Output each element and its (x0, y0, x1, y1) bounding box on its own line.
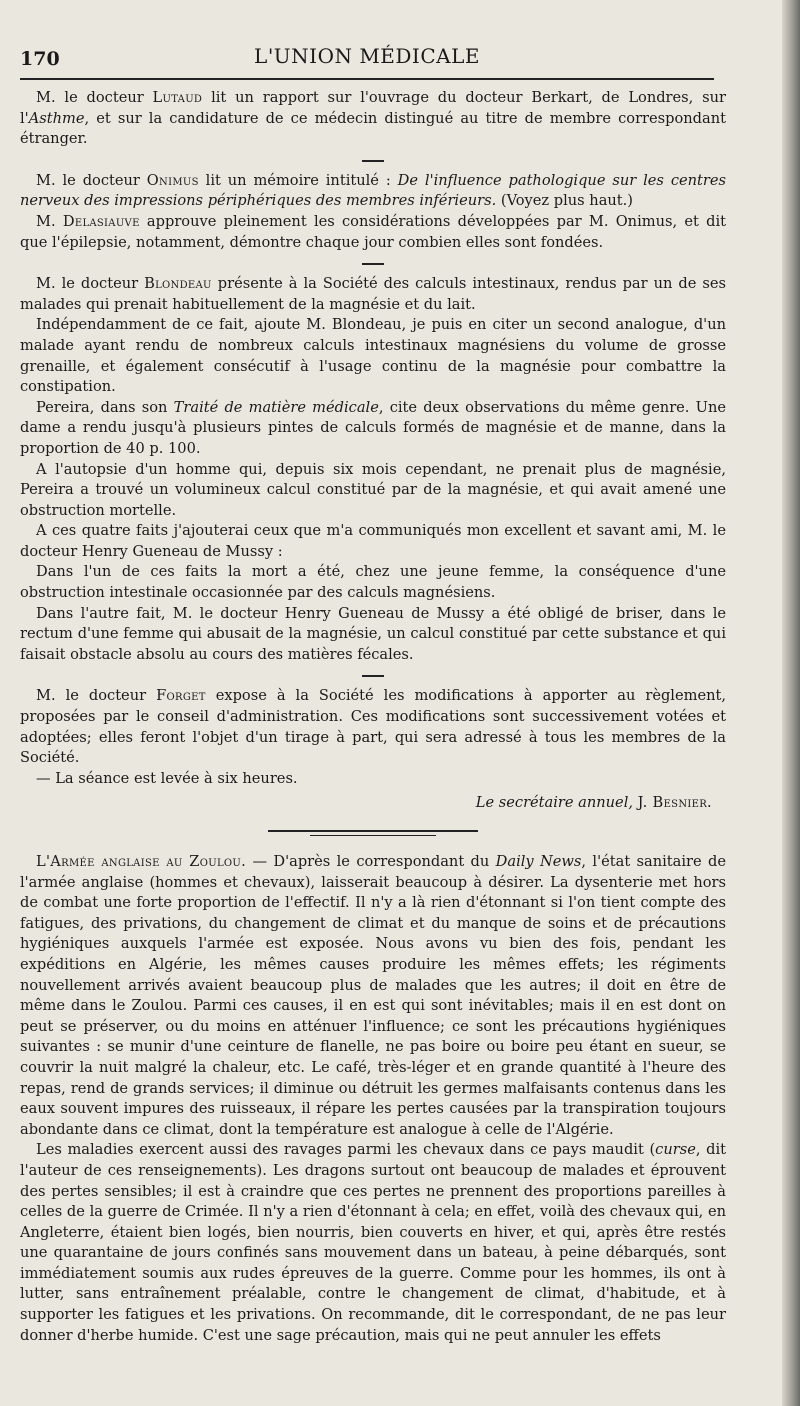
text-run: M. (36, 212, 63, 230)
text-run: lit un rapport sur l'ouvrage du docteur Berkart, de Londres, sur l' (20, 89, 726, 127)
text-run: M. le docteur (36, 171, 147, 189)
person-name: Lutaud (152, 89, 203, 106)
text-run: Les maladies exercent aussi des ravages parmi les chevaux dans ce pays maudit ( (36, 1141, 656, 1159)
header-rule (20, 78, 714, 80)
signature-role: Le secrétaire annuel, (475, 794, 634, 812)
zoulou-paragraph-2 (20, 1140, 726, 1346)
person-name: Blondeau (144, 275, 212, 293)
person-name: Onimus (146, 171, 199, 189)
book-spine-shadow (782, 0, 800, 1406)
section-separator (362, 263, 384, 265)
text-run: approuve pleinement les considérations développées par M. Onimus, et dit que l'épilepsie, notamment, démontre chaque jour combien elles sont fondées. (20, 212, 726, 251)
onimus-paragraph (20, 171, 726, 212)
person-name: Delasiauve (62, 212, 140, 230)
text-run: , l'état sanitaire de l'armée anglaise (hommes et chevaux), laisserait beaucoup à désirer. La dysenterie met hors de combat une forte proportion de l'effectif. Il n'y a là rien d'étonnant si l'on tient compte des fatigues, des privations, du changement de climat et du manque de soins et de précautions hygiéniques auxquels l'armée est exposée. Nous avons vu bien des fois, pendant les expéditions en Algérie, les mêmes causes produire les mêmes effets; les régiments nouvellement arrivés avaient beaucoup plus de malades que les autres; il doit en être de même dans le Zoulou. Parmi ces causes, il en est qui sont inévitables; mais il en est dont on peut se préserver, ou du moins en atténuer l'influence; ce sont les précautions hygiéniques suivantes : se munir d'une ceinture de flanelle, ne pas boire ou boire peu étant en sueur, se couvrir la nuit malgré la chaleur, etc. Le café, très-léger et en grande quantité à l'heure des repas, rend de grands services; il diminue ou détruit les germes malfaisants contenus dans les eaux souvent impures des ruisseaux, il répare les pertes causées par la transpiration toujours abondante dans ce climat, dont la température est analogue à celle de l'Algérie. (20, 853, 726, 1138)
running-title: L'UNION MÉDICALE (254, 44, 480, 68)
memoir-title: De l'influence pathologique sur les centres nerveux des impressions périphériques des membres inférieurs. (20, 171, 727, 210)
pereira-paragraph (20, 398, 726, 460)
newspaper-name: Daily News (495, 853, 582, 870)
autopsy-paragraph: A l'autopsie d'un homme qui, depuis six mois cependant, ne prenait plus de magnésie, Pereira a trouvé un volumineux calcul constitué par de la magnésie, et qui avait amené une obstruction mortelle. (20, 460, 726, 519)
article-divider (268, 830, 478, 836)
person-name: Forget (156, 687, 206, 705)
text-run: M. le docteur (36, 275, 145, 293)
page-header (20, 44, 714, 76)
italic-term: curse (655, 1141, 696, 1159)
blondeau-paragraph (20, 274, 726, 315)
mussy-case-2-paragraph: Dans l'autre fait, M. le docteur Henry Gueneau de Mussy a été obligé de briser, dans le rectum d'une femme qui abusait de la magnésie, un calcul constitué par cette substance et qui faisait obstacle absolu au cours des matières fécales. (20, 604, 726, 663)
blondeau-paragraph-2: Indépendamment de ce fait, ajoute M. Blondeau, je puis en citer un second analogue, d'un malade ayant rendu de nombreux calculs intestinaux magnésiens du volume de grosse grenaille, et également consécutif à l'usage continu de la magnésie pour combattre la constipation. (20, 316, 726, 396)
lutaud-paragraph (20, 88, 726, 150)
section-separator (362, 675, 384, 677)
book-title: Traité de matière médicale (173, 398, 379, 416)
text-run: , dit l'auteur de ces renseignements). Les dragons surtout ont beaucoup de malades et éprouvent des pertes sensibles; il est à craindre que ces pertes ne prennent des proportions pareilles à celles de la guerre de Crimée. Il n'y a rien d'étonnant à cela; en effet, voilà des chevaux qui, en Angleterre, étaient bien logés, bien nourris, bien couverts en hiver, et qui, après être restés une quarantaine de jours confinés sans mouvement dans un bateau, à peine débarqués, sont immédiatement soumis aux rudes épreuves de la guerre. Comme pour les hommes, ils ont à lutter, sans entraînement préalable, contre le changement de climat, d'habitude, et à supporter les fatigues et les privations. On recommande, dit le correspondant, de ne pas leur donner d'herbe humide. C'est une sage précaution, mais qui ne peut annuler les effets (20, 1141, 726, 1344)
mussy-case-1-paragraph: Dans l'un de ces faits la mort a été, chez une jeune femme, la conséquence d'une obstruction intestinale occasionnée par des calculs magnésiens. (20, 563, 726, 602)
signature (20, 793, 726, 814)
text-run: M. le docteur (36, 89, 153, 106)
mussy-intro-paragraph: A ces quatre faits j'ajouterai ceux que m'a communiqués mon excellent et savant ami, M. le docteur Henry Gueneau de Mussy : (20, 522, 726, 560)
page-number: 170 (20, 48, 60, 70)
text-run: M. le docteur (36, 687, 157, 705)
text-run: lit un mémoire intitulé : (198, 171, 398, 189)
article-body (20, 88, 726, 1346)
delasiauve-paragraph (20, 212, 726, 253)
text-run: — D'après le correspondant du (246, 853, 496, 870)
text-run: présente à la Société des calculs intestinaux, rendus par un de ses malades qui prenait habituellement de la magnésie et du lait. (20, 275, 727, 313)
text-run: , et sur la candidature de ce médecin distingué au titre de membre correspondant étranger. (20, 109, 726, 148)
session-closed: — La séance est levée à six heures. (36, 769, 298, 787)
text-run: Pereira, dans son (36, 398, 174, 416)
article-heading: L'Armée anglaise au Zoulou. (36, 853, 247, 870)
signature-name: J. Besnier. (637, 794, 712, 812)
section-separator (362, 160, 384, 162)
zoulou-paragraph-1 (20, 852, 726, 1140)
text-run: , cite deux observations du même genre. Une dame a rendu jusqu'à plusieurs pintes de calculs formés de magnésie et de manne, dans la proportion de 40 p. 100. (20, 398, 726, 457)
italic-term: Asthme (28, 109, 85, 127)
text-run: expose à la Société les modifications à apporter au règlement, proposées par le conseil d'administration. Ces modifications sont successivement votées et adoptées; elles feront l'objet d'un tirage à part, qui sera adressé à tous les membres de la Société. (20, 687, 726, 767)
text-run: (Voyez plus haut.) (496, 192, 633, 210)
forget-paragraph (20, 686, 726, 768)
